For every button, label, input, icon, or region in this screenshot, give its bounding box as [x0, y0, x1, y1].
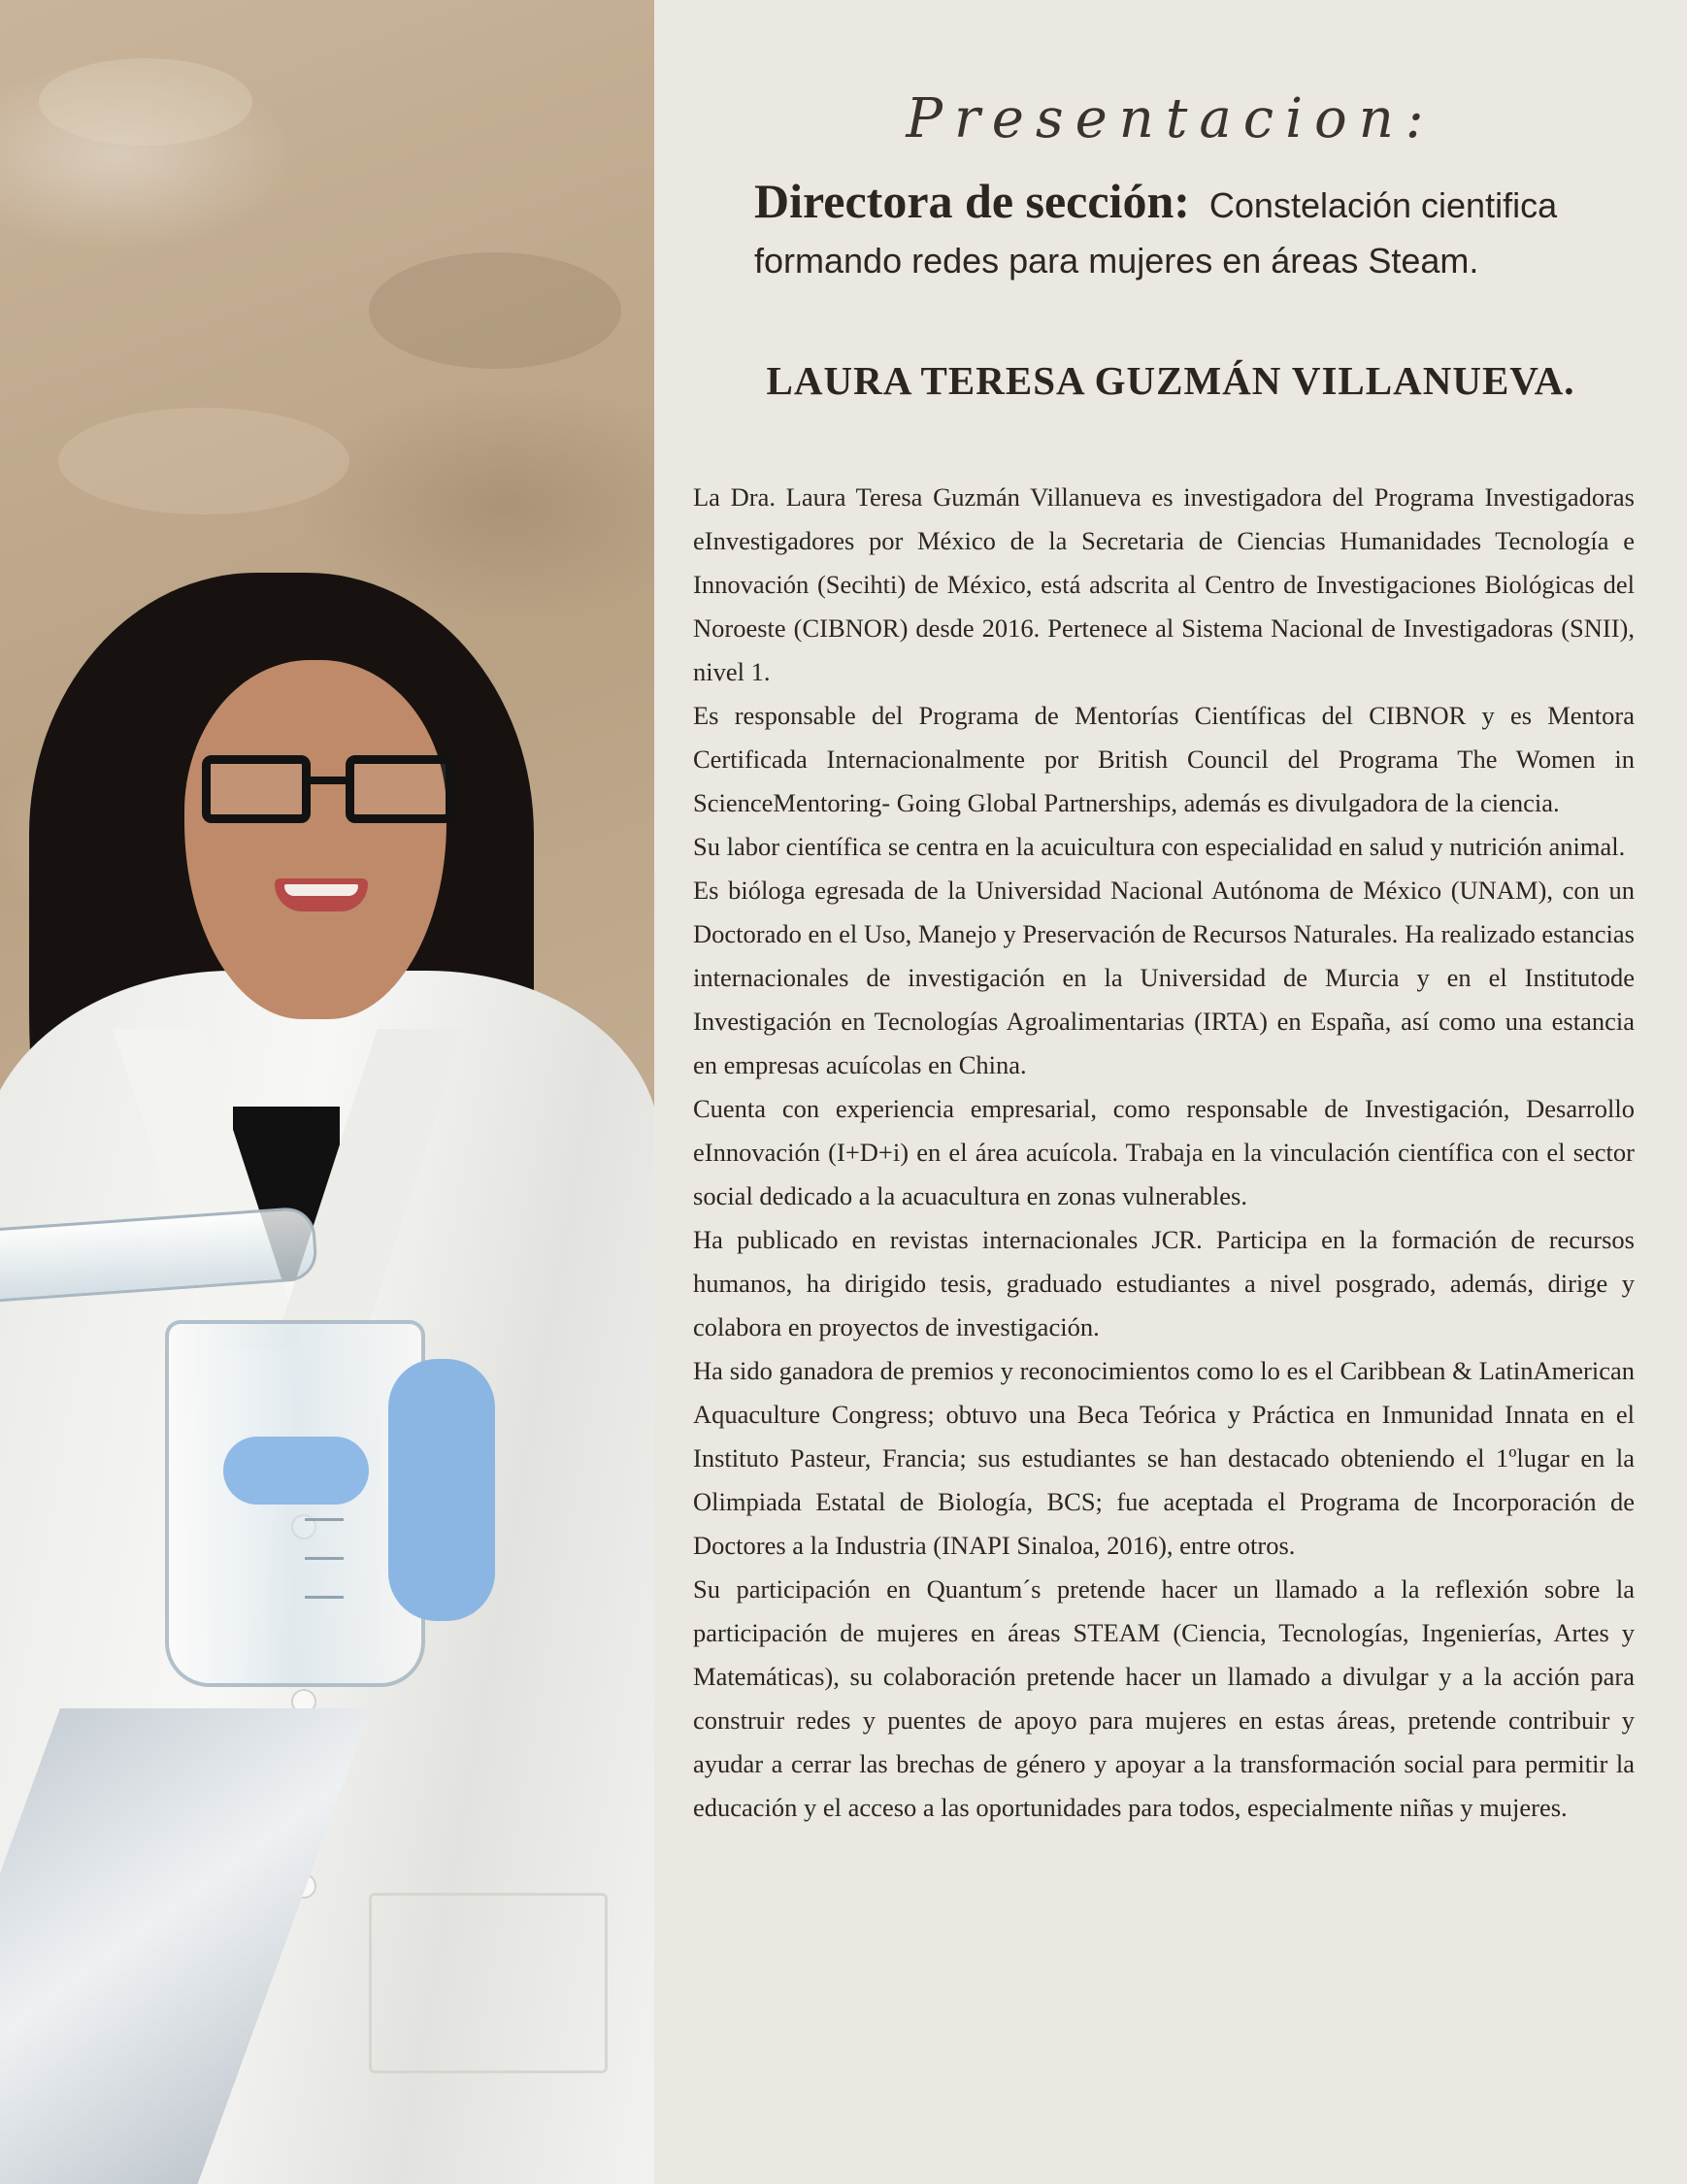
bio-paragraph: Es responsable del Programa de Mentorías Científicas del CIBNOR y es Mentora Certificada Internacionalmente por British Council del Programa The Women in ScienceMentoring- Going Global Partnerships, además es divulgadora de la ciencia.	[693, 701, 1635, 817]
glasses-bridge	[309, 777, 347, 784]
text-panel	[654, 0, 1687, 2184]
smile	[275, 878, 368, 911]
presentacion-heading: Presentacion:	[906, 87, 1436, 150]
bio-paragraph: Ha sido ganadora de premios y reconocimientos como lo es el Caribbean & LatinAmerican Aquaculture Congress; obtuvo una Beca Teórica y Práctica en Inmunidad Innata en el Instituto Pasteur, Francia; sus estudiantes se han destacado obteniendo el 1ºlugar en la Olimpiada Estatal de Biología, BCS; fue aceptada el Programa de Incorporación de Doctores a la Industria (INAPI Sinaloa, 2016), entre otros.	[693, 1356, 1635, 1560]
blue-glove-right	[388, 1359, 495, 1621]
beaker-mark	[305, 1518, 344, 1521]
bio-paragraph: Su labor científica se centra en la acuicultura con especialidad en salud y nutrición animal.	[693, 832, 1626, 861]
wall-texture	[369, 252, 621, 369]
face	[184, 660, 447, 1019]
glasses-lens-right	[346, 755, 454, 823]
biography	[693, 476, 1635, 1830]
section-heading	[754, 173, 1557, 229]
portrait-photo	[0, 0, 654, 2184]
bio-paragraph: Ha publicado en revistas internacionales JCR. Participa en la formación de recursos humanos, ha dirigido tesis, graduado estudiantes a nivel posgrado, además, dirige y colabora en proyectos de investigación.	[693, 1225, 1635, 1341]
beaker-mark	[305, 1596, 344, 1599]
bio-paragraph: Cuenta con experiencia empresarial, como responsable de Investigación, Desarrollo eInnovación (I+D+i) en el área acuícola. Trabaja en la vinculación científica con el sector social dedicado a la acuacultura en zonas vulnerables.	[693, 1094, 1635, 1210]
beaker-mark	[305, 1557, 344, 1560]
bio-paragraph: Su participación en Quantum´s pretende hacer un llamado a la reflexión sobre la participación de mujeres en áreas STEAM (Ciencia, Tecnologías, Ingenierías, Artes y Matemáticas), su colaboración pretende hacer un llamado a divulgar y a la acción para construir redes y puentes de apoyo para mujeres en estas áreas, pretende contribuir y ayudar a cerrar las brechas de género y apoyar a la transformación social para permitir la educación y el acceso a las oportunidades para todos, especialmente niñas y mujeres.	[693, 1574, 1635, 1822]
section-name: Constelación cientifica	[1208, 185, 1558, 225]
section-label: Directora de sección:	[754, 174, 1190, 228]
bio-paragraph: Es bióloga egresada de la Universidad Nacional Autónoma de México (UNAM), con un Doctorado en el Uso, Manejo y Preservación de Recursos Naturales. Ha realizado estancias internacionales de investigación en la Universidad de Murcia y en el Institutode Investigación en Tecnologías Agroalimentarias (IRTA) en España, así como una estancia en empresas acuícolas en China.	[693, 876, 1635, 1079]
wall-texture	[58, 408, 349, 514]
bio-paragraph: La Dra. Laura Teresa Guzmán Villanueva es investigadora del Programa Investigadoras eInvestigadores por México de la Secretaria de Ciencias Humanidades Tecnología e Innovación (Secihti) de México, está adscrita al Centro de Investigaciones Biológicas del Noroeste (CIBNOR) desde 2016. Pertenece al Sistema Nacional de Investigadoras (SNII), nivel 1.	[693, 482, 1635, 686]
section-name-continued: formando redes para mujeres en áreas Steam.	[754, 241, 1479, 281]
blue-glove-left	[223, 1437, 369, 1505]
person-name: LAURA TERESA GUZMÁN VILLANUEVA.	[766, 358, 1575, 403]
wall-texture	[39, 58, 252, 146]
coat-pocket	[369, 1893, 608, 2073]
glasses	[202, 755, 458, 831]
glasses-lens-left	[202, 755, 311, 823]
